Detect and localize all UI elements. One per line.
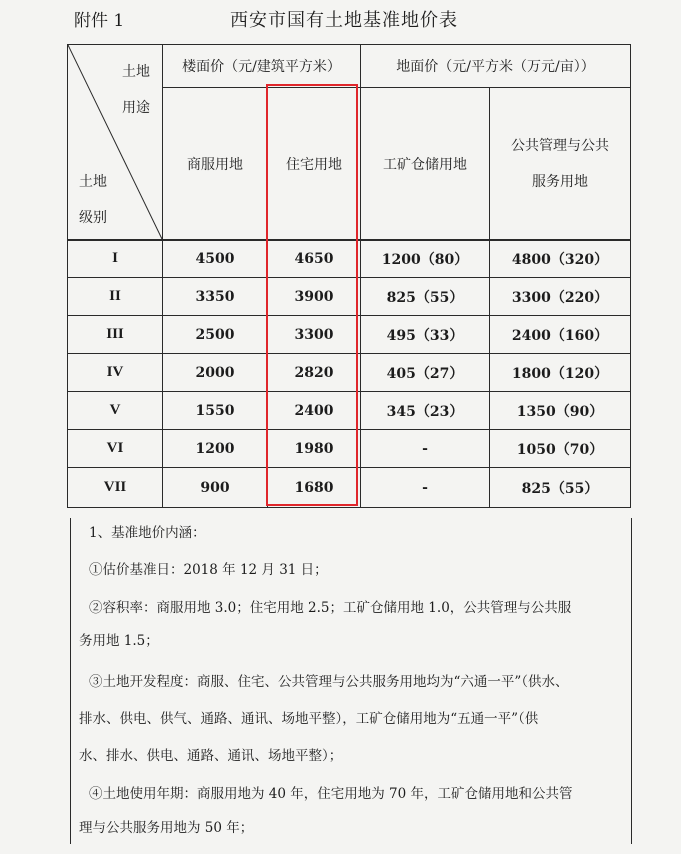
- group-header-floor-price: 楼面价（元/建筑平方米）: [182, 59, 341, 75]
- note-plot-ratio-line1: ②容积率：商服用地 3.0；住宅用地 2.5；工矿仓储用地 1.0，公共管理与公共服: [89, 600, 572, 616]
- residential-cell: 1680: [294, 479, 334, 496]
- col-header-public: [490, 88, 630, 239]
- notes-section: [70, 518, 632, 844]
- note-plot-ratio-line2: 务用地 1.5；: [79, 633, 159, 649]
- commercial-cell: 2500: [195, 326, 235, 343]
- note-development-line3: 水、排水、供电、通路、通讯、场地平整）；: [79, 748, 343, 764]
- industrial-cell: -: [422, 479, 428, 496]
- corner-level-line1: 土地: [79, 174, 107, 190]
- page-title: 西安市国有土地基准地价表: [230, 10, 458, 31]
- residential-cell: 1980: [294, 440, 334, 457]
- residential-cell: 2820: [294, 364, 334, 381]
- public-cell: 2400（160）: [511, 327, 609, 344]
- public-cell: 3300（220）: [511, 289, 609, 306]
- col-header-industrial: 工矿仓储用地: [383, 156, 467, 173]
- residential-cell: 4650: [294, 250, 334, 267]
- residential-highlight-box: [266, 84, 358, 506]
- col-header-public-line2: 服务用地: [532, 173, 588, 190]
- level-cell: IV: [106, 364, 124, 380]
- commercial-cell: 3350: [195, 288, 235, 305]
- col-header-residential: 住宅用地: [286, 156, 342, 173]
- note-term-line1: ④土地使用年期：商服用地为 40 年，住宅用地为 70 年，工矿仓储用地和公共管: [89, 786, 573, 802]
- public-cell: 1050（70）: [516, 441, 604, 458]
- industrial-cell: 405（27）: [386, 365, 464, 382]
- note-valuation-date: ①估价基准日：2018 年 12 月 31 日；: [89, 562, 328, 578]
- corner-use-line2: 用途: [122, 100, 150, 116]
- commercial-cell: 4500: [195, 250, 235, 267]
- residential-cell: 3900: [294, 288, 334, 305]
- level-cell: I: [112, 250, 118, 266]
- industrial-cell: 825（55）: [386, 289, 464, 306]
- residential-cell: 2400: [294, 402, 334, 419]
- level-cell: VII: [103, 479, 127, 495]
- level-cell: V: [109, 402, 121, 418]
- col-header-public-line1: 公共管理与公共: [511, 137, 609, 154]
- group-header-land-price: 地面价（元/平方米（万元/亩））: [396, 59, 595, 75]
- notes-heading: 1、基准地价内涵：: [89, 525, 206, 541]
- note-development-line2: 排水、供电、供气、通路、通讯、场地平整），工矿仓储用地为“五通一平”（供: [79, 711, 539, 727]
- public-cell: 1350（90）: [516, 403, 604, 420]
- level-cell: III: [106, 326, 124, 342]
- corner-level-line2: 级别: [79, 210, 107, 226]
- residential-cell: 3300: [294, 326, 334, 343]
- industrial-cell: 495（33）: [386, 327, 464, 344]
- commercial-cell: 1550: [195, 402, 235, 419]
- industrial-cell: 1200（80）: [381, 251, 469, 268]
- public-cell: 825（55）: [521, 480, 599, 497]
- level-cell: VI: [106, 440, 124, 456]
- attachment-label: 附件 1: [74, 11, 125, 31]
- note-development-line1: ③土地开发程度：商服、住宅、公共管理与公共服务用地均为“六通一平”（供水、: [89, 674, 569, 690]
- commercial-cell: 2000: [195, 364, 235, 381]
- industrial-cell: 345（23）: [386, 403, 464, 420]
- commercial-cell: 1200: [195, 440, 235, 457]
- level-cell: II: [109, 288, 121, 304]
- note-term-line2: 理与公共服务用地为 50 年；: [79, 820, 254, 836]
- public-cell: 4800（320）: [511, 251, 609, 268]
- commercial-cell: 900: [200, 479, 230, 496]
- corner-use-line1: 土地: [122, 64, 150, 80]
- public-cell: 1800（120）: [511, 365, 609, 382]
- industrial-cell: -: [422, 440, 428, 457]
- col-header-commercial: 商服用地: [187, 156, 243, 173]
